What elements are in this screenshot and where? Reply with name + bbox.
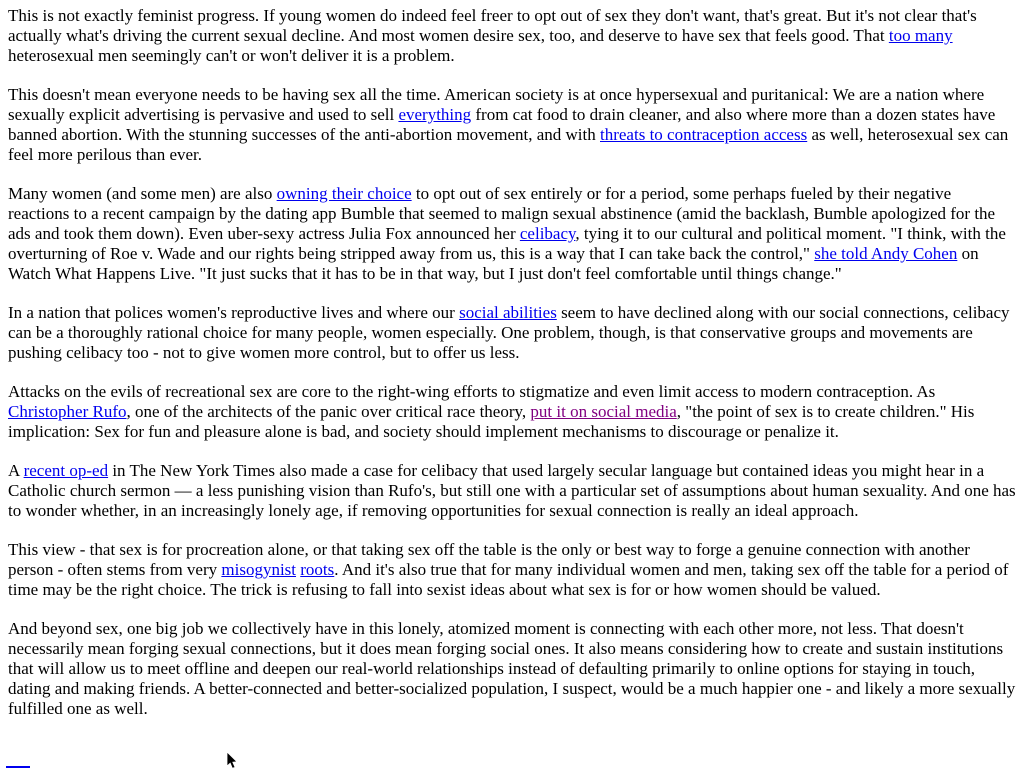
- inline-link[interactable]: Christopher Rufo: [8, 402, 127, 421]
- inline-link[interactable]: threats to contraception access: [600, 125, 808, 144]
- inline-link[interactable]: everything: [398, 105, 472, 124]
- inline-link[interactable]: she told Andy Cohen: [814, 244, 958, 263]
- inline-link[interactable]: misogynist: [221, 560, 297, 579]
- inline-link[interactable]: roots: [300, 560, 335, 579]
- mouse-cursor-icon: [222, 752, 242, 772]
- inline-link[interactable]: put it on social media: [530, 402, 677, 421]
- paragraph-3: Many women (and some men) are also owning their choice to opt out of sex entirely or for a period, some perhaps fueled by their negative reactions to a recent campaign by the dating app Bumble that seemed to malign sexual abstinence (amid the backlash, Bumble apologized for the ads and took them down). Even uber-sexy actress Julia Fox announced her celibacy, tying it to our cultural and political moment. "I think, with the overturning of Roe v. Wade and our rights being stripped away from us, this is a way that I can take back the control," she told Andy Cohen on Watch What Happens Live. "It just sucks that it has to be in that way, but I just don't feel comfortable until things change.": [8, 184, 1006, 283]
- paragraph-1: This is not exactly feminist progress. If young women do indeed feel freer to opt out of sex they don't want, that's great. But it's not clear that's actually what's driving the current sexual decline. And most women desire sex, too, and deserve to have sex that feels good. That too many heterosexual men seemingly can't or won't deliver it is a problem.: [8, 6, 977, 65]
- paragraph-5: Attacks on the evils of recreational sex are core to the right-wing efforts to stigmatize and even limit access to modern contraception. As Christopher Rufo, one of the architects of the panic over critical race theory, put it on social media, "the point of sex is to create children." His implication: Sex for fun and pleasure alone is bad, and society should implement mechanisms to discourage or penalize it.: [8, 382, 975, 441]
- inline-link[interactable]: too many: [888, 26, 953, 45]
- inline-link[interactable]: recent op-ed: [23, 461, 109, 480]
- paragraph-4: In a nation that polices women's reproductive lives and where our social abilities seem to have declined along with our social connections, celibacy can be a thoroughly rational choice for many people, women especially. One problem, though, is that conservative groups and movements are pushing celibacy too - not to give women more control, but to offer us less.: [8, 303, 1010, 362]
- inline-link[interactable]: celibacy: [519, 224, 576, 243]
- paragraph-7: This view - that sex is for procreation alone, or that taking sex off the table is the only or best way to forge a genuine connection with another person - often stems from very misogynist roots. And it's also true that for many individual women and men, taking sex off the table for a period of time may be the right choice. The trick is refusing to fall into sexist ideas about what sex is for or how women should be valued.: [8, 540, 1009, 599]
- paragraph-8: And beyond sex, one big job we collectively have in this lonely, atomized moment is connecting with each other more, not less. That doesn't necessarily mean forging sexual connections, but it does mean forging social ones. It also means considering how to create and sustain institutions that will allow us to meet offline and deepen our real-world relationships instead of defaulting primarily to online options for staying in touch, dating and making friends. A better-connected and better-socialized population, I suspect, would be a much happier one - and likely a more sexually fulfilled one as well.: [8, 619, 1016, 718]
- inline-link[interactable]: owning their choice: [276, 184, 412, 203]
- inline-link[interactable]: social abilities: [459, 303, 557, 322]
- paragraph-2: This doesn't mean everyone needs to be having sex all the time. American society is at once hypersexual and puritanical: We are a nation where sexually explicit advertising is pervasive and used to sell everything from cat food to drain cleaner, and also where more than a dozen states have banned abortion. With the stunning successes of the anti-abortion movement, and with threats to contraception access as well, heterosexual sex can feel more perilous than ever.: [8, 85, 1009, 164]
- paragraph-6: A recent op-ed in The New York Times also made a case for celibacy that used largely secular language but contained ideas you might hear in a Catholic church sermon — a less punishing vision than Rufo's, but still one with a particular set of assumptions about human sexuality. And one has to wonder whether, in an increasingly lonely age, if removing opportunities for sexual connection is really an ideal approach.: [8, 461, 1016, 520]
